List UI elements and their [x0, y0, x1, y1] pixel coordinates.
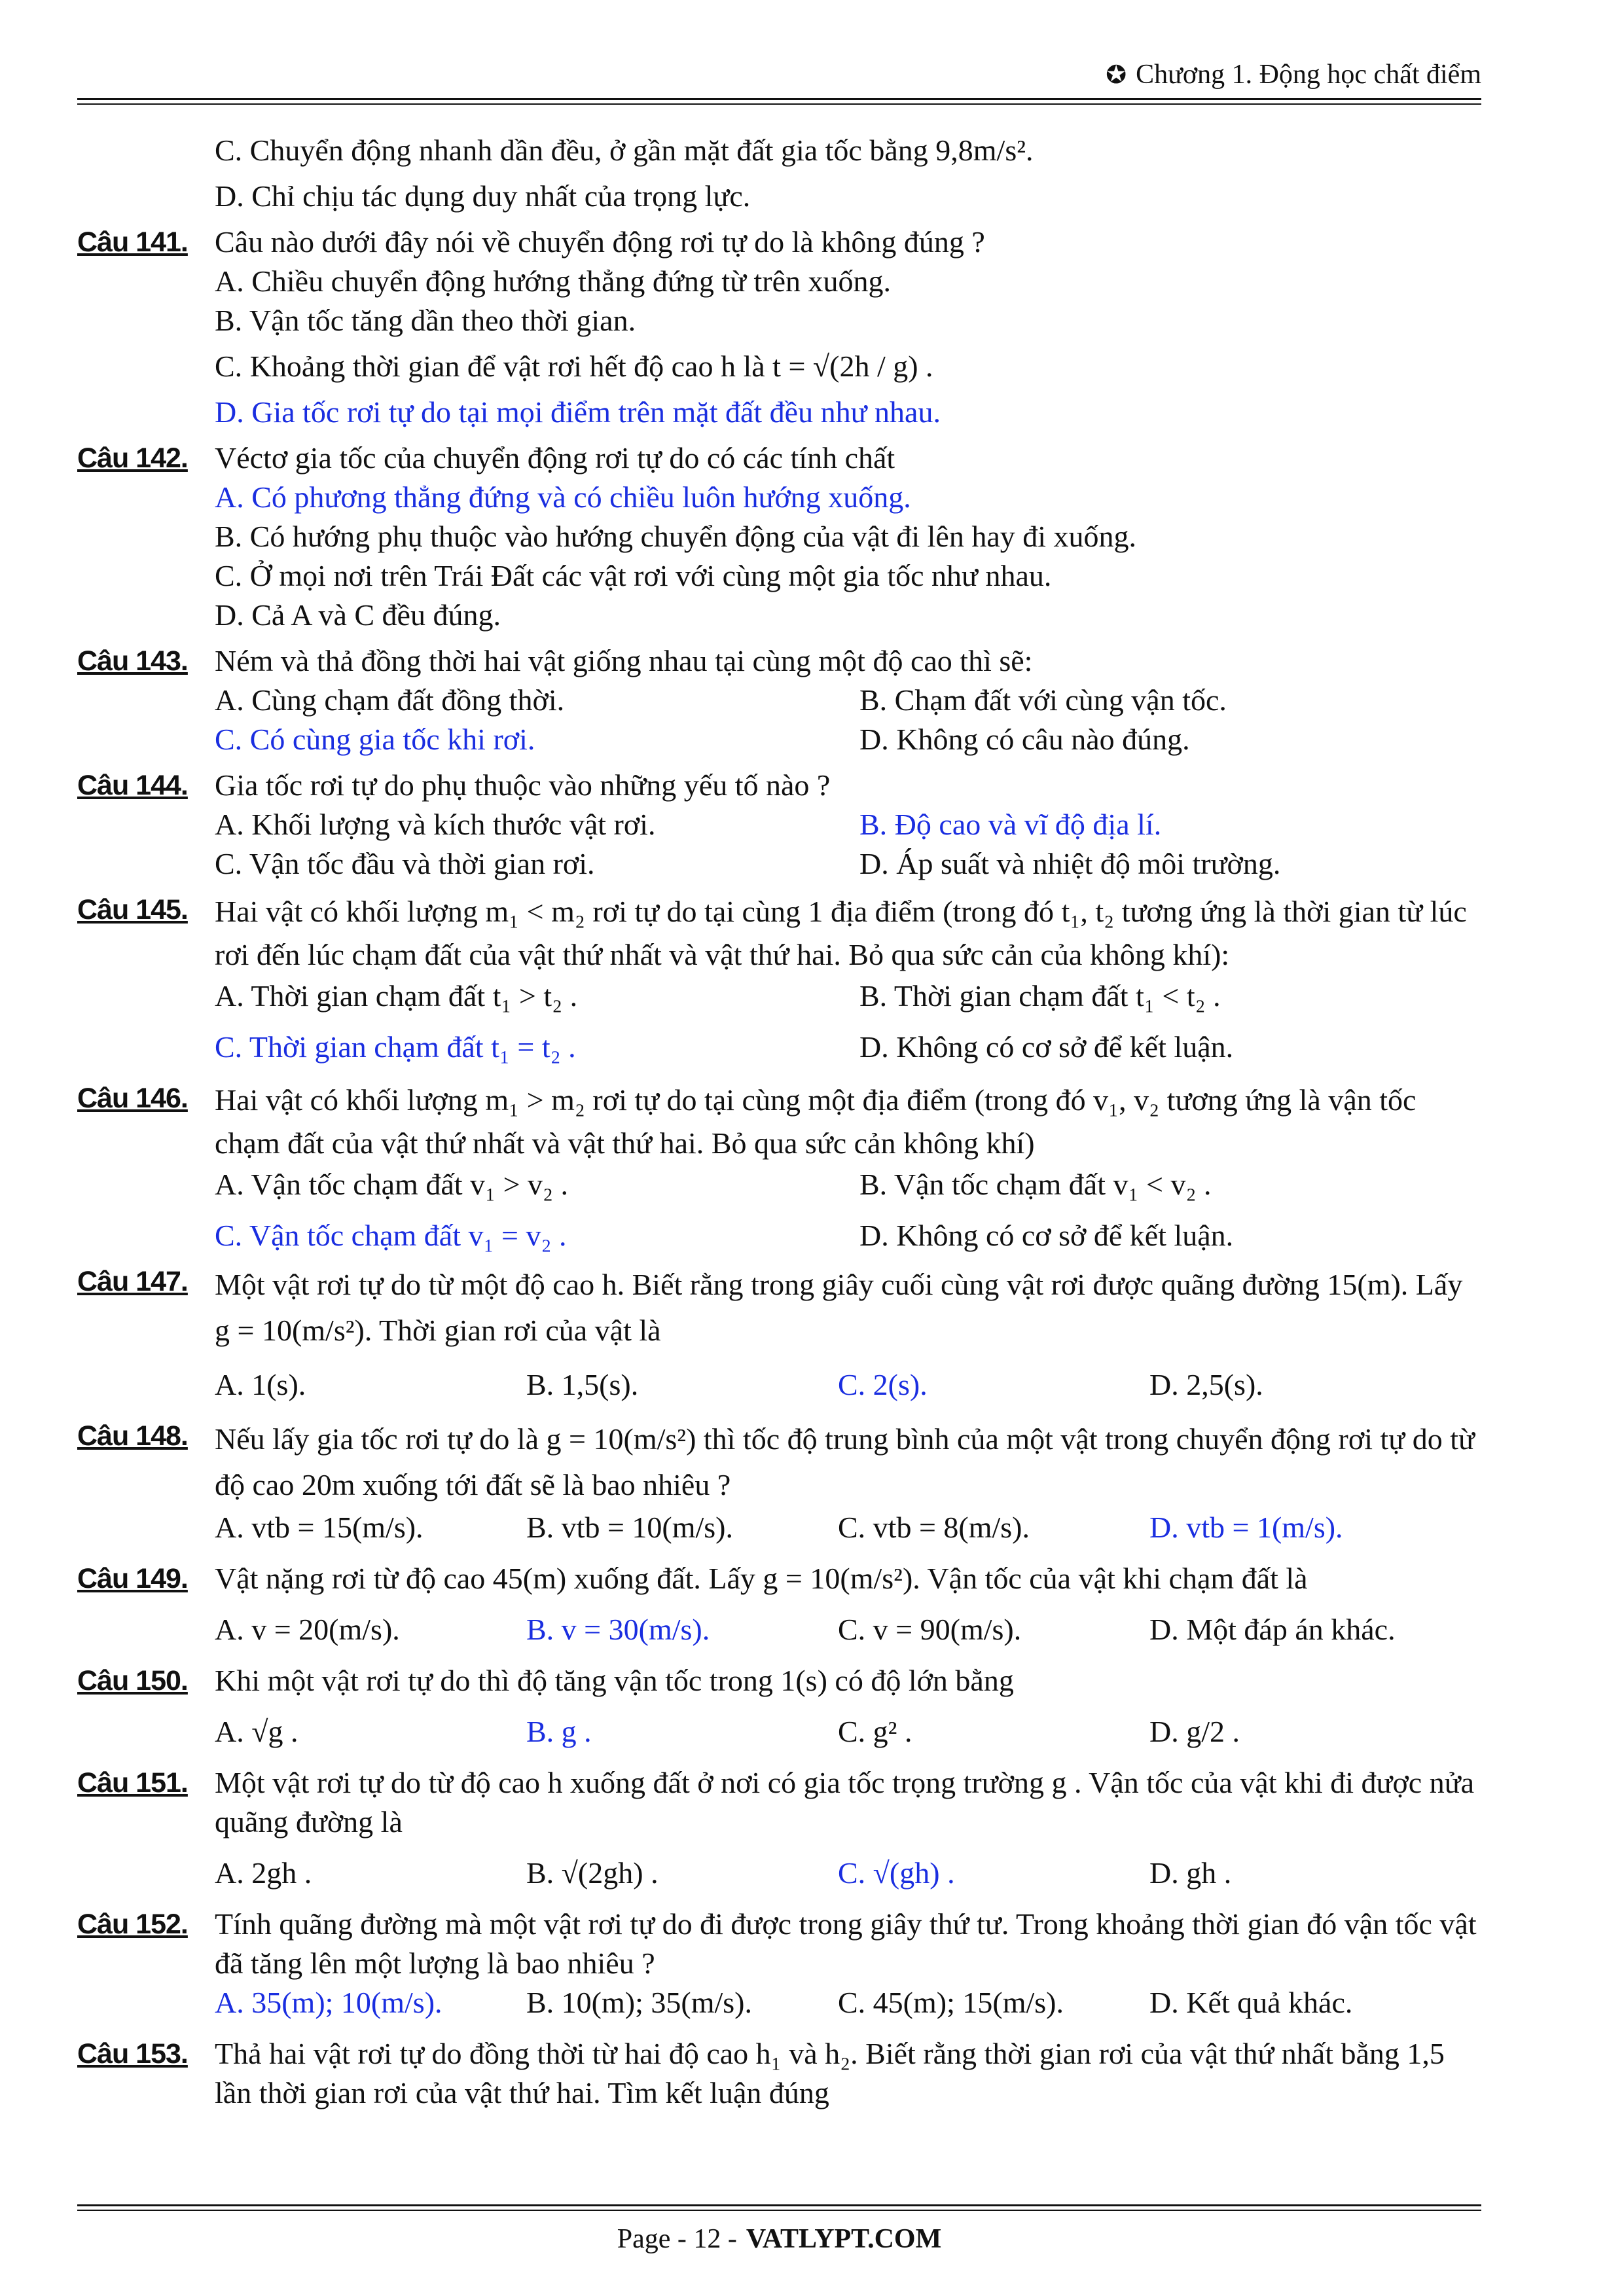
- question-146: [77, 1079, 1481, 1255]
- question-label: Câu 142.: [77, 442, 188, 474]
- option-d: D. 2,5(s).: [1149, 1368, 1263, 1401]
- option-a: A. Chiều chuyển động hướng thẳng đứng từ trên xuống.: [215, 264, 892, 298]
- option-c: C. Khoảng thời gian để vật rơi hết độ cao h là t = √(2h / g) .: [215, 350, 933, 383]
- question-label: Câu 146.: [77, 1083, 188, 1114]
- option-b: B. Vận tốc chạm đất v₁ < v₂ .: [859, 1168, 1212, 1201]
- chapter-title: Chương 1. Động học chất điểm: [1136, 60, 1481, 90]
- question-text: Khi một vật rơi tự do thì độ tăng vận tốc trong 1(s) có độ lớn bằng: [215, 1664, 1014, 1697]
- option-b-correct: B. Độ cao và vĩ độ địa lí.: [859, 808, 1162, 841]
- question-144: [77, 766, 1481, 884]
- option-a: A. 2gh .: [215, 1856, 312, 1890]
- question-label: Câu 147.: [77, 1266, 188, 1297]
- question-label: Câu 145.: [77, 894, 188, 925]
- option-a-correct: A. 35(m); 10(m/s).: [215, 1986, 442, 2019]
- option-a: A. Thời gian chạm đất t₁ > t₂ .: [215, 979, 578, 1013]
- option-d: D. Áp suất và nhiệt độ môi trường.: [859, 847, 1281, 880]
- question-label: Câu 141.: [77, 226, 188, 258]
- option-c: C. v = 90(m/s).: [838, 1613, 1022, 1646]
- site-name: VATLYPT.COM: [746, 2224, 942, 2254]
- option-d: D. Không có cơ sở để kết luận.: [859, 1219, 1234, 1252]
- option-a: A. Cùng chạm đất đồng thời.: [215, 683, 565, 717]
- option-c-correct: C. Có cùng gia tốc khi rơi.: [215, 723, 535, 756]
- option-c: C. vtb = 8(m/s).: [838, 1511, 1030, 1544]
- option-d-correct: D. vtb = 1(m/s).: [1149, 1511, 1343, 1544]
- question-list: [77, 131, 1481, 2113]
- question-text: Tính quãng đường mà một vật rơi tự do đi được trong giây thứ tư. Trong khoảng thời gian đó vận tốc vật đã tăng lên một lượng là bao nhiêu ?: [215, 1907, 1477, 1980]
- option-c: C. 45(m); 15(m/s).: [838, 1986, 1064, 2019]
- option-b: B. 1,5(s).: [526, 1368, 639, 1401]
- page-header: [77, 58, 1481, 92]
- question-145: [77, 890, 1481, 1067]
- question-text: Một vật rơi tự do từ một độ cao h. Biết rằng trong giây cuối cùng vật rơi được quãng đường 15(m). Lấy g = 10(m/s²). Thời gian rơi của vật là: [215, 1268, 1463, 1347]
- question-label: Câu 153.: [77, 2038, 188, 2070]
- footer-rule-top: [77, 2204, 1481, 2206]
- option-b: B. Chạm đất với cùng vận tốc.: [859, 683, 1227, 717]
- option-d: D. Cả A và C đều đúng.: [215, 598, 501, 632]
- question-label: Câu 152.: [77, 1909, 188, 1940]
- option-c-correct: C. Vận tốc chạm đất v₁ = v₂ .: [215, 1219, 567, 1252]
- option-b: B. 10(m); 35(m/s).: [526, 1986, 752, 2019]
- option-d-correct: D. Gia tốc rơi tự do tại mọi điểm trên mặt đất đều như nhau.: [215, 395, 941, 429]
- option-a: A. v = 20(m/s).: [215, 1613, 400, 1646]
- footer-rule-bottom: [77, 2210, 1481, 2211]
- page-number: Page - 12 -: [617, 2224, 737, 2254]
- question-label: Câu 151.: [77, 1767, 188, 1799]
- option-d: D. Một đáp án khác.: [1149, 1613, 1396, 1646]
- question-147: [77, 1262, 1481, 1405]
- question-text: Hai vật có khối lượng m₁ < m₂ rơi tự do tại cùng 1 địa điểm (trong đó t₁, t₂ tương ứng là thời gian từ lúc rơi đến lúc chạm đất của vật thứ nhất và vật thứ hai. Bỏ qua sức cản của không khí):: [215, 895, 1467, 971]
- star-circle-icon: ✪: [1106, 60, 1127, 89]
- question-148: [77, 1416, 1481, 1547]
- option-c-correct: C. √(gh) .: [838, 1856, 955, 1890]
- header-rule-bottom: [77, 103, 1481, 105]
- option-c: C. Ở mọi nơi trên Trái Đất các vật rơi với cùng một gia tốc như nhau.: [215, 559, 1052, 592]
- question-151: [77, 1763, 1481, 1893]
- option-d: D. Không có cơ sở để kết luận.: [859, 1030, 1234, 1064]
- option-b-correct: B. g .: [526, 1715, 592, 1748]
- question-text: Một vật rơi tự do từ độ cao h xuống đất ở nơi có gia tốc trọng trường g . Vận tốc của vật khi đi được nửa quãng đường là: [215, 1766, 1475, 1839]
- option-d: D. Chỉ chịu tác dụng duy nhất của trọng lực.: [215, 179, 751, 213]
- question-label: Câu 149.: [77, 1563, 188, 1594]
- header-rule-top: [77, 98, 1481, 100]
- option-c-correct: C. 2(s).: [838, 1368, 928, 1401]
- option-b: B. Vận tốc tăng dần theo thời gian.: [215, 304, 636, 337]
- question-text: Nếu lấy gia tốc rơi tự do là g = 10(m/s²) thì tốc độ trung bình của một vật trong chuyển động rơi tự do từ độ cao 20m xuống tới đất sẽ là bao nhiêu ?: [215, 1422, 1475, 1501]
- question-label: Câu 150.: [77, 1665, 188, 1696]
- question-text: Gia tốc rơi tự do phụ thuộc vào những yếu tố nào ?: [215, 768, 831, 802]
- option-b: B. Có hướng phụ thuộc vào hướng chuyển động của vật đi lên hay đi xuống.: [215, 520, 1137, 553]
- option-a: A. 1(s).: [215, 1368, 306, 1401]
- question-143: [77, 641, 1481, 759]
- question-text: Thả hai vật rơi tự do đồng thời từ hai độ cao h₁ và h₂. Biết rằng thời gian rơi của vật thứ nhất bằng 1,5 lần thời gian rơi của vật thứ hai. Tìm kết luận đúng: [215, 2037, 1445, 2109]
- question-label: Câu 143.: [77, 645, 188, 677]
- option-d: D. gh .: [1149, 1856, 1232, 1890]
- page-footer: [77, 2222, 1481, 2256]
- question-153: [77, 2034, 1481, 2113]
- question-text: Câu nào dưới đây nói về chuyển động rơi tự do là không đúng ?: [215, 225, 985, 259]
- option-a: A. √g .: [215, 1715, 298, 1748]
- option-c: C. g² .: [838, 1715, 912, 1748]
- option-b-correct: B. v = 30(m/s).: [526, 1613, 710, 1646]
- option-d: D. Không có câu nào đúng.: [859, 723, 1190, 756]
- option-b: B. Thời gian chạm đất t₁ < t₂ .: [859, 979, 1221, 1013]
- question-141: [77, 223, 1481, 432]
- option-a-correct: A. Có phương thẳng đứng và có chiều luôn hướng xuống.: [215, 480, 911, 514]
- option-d: D. Kết quả khác.: [1149, 1986, 1353, 2019]
- question-text: Hai vật có khối lượng m₁ > m₂ rơi tự do tại cùng một địa điểm (trong đó v₁, v₂ tương ứng là vận tốc chạm đất của vật thứ nhất và vật thứ hai. Bỏ qua sức cản không khí): [215, 1083, 1416, 1160]
- question-142: [77, 439, 1481, 635]
- question-152: [77, 1905, 1481, 2022]
- question-150: [77, 1661, 1481, 1751]
- option-b: B. √(2gh) .: [526, 1856, 659, 1890]
- question-text: Vật nặng rơi từ độ cao 45(m) xuống đất. Lấy g = 10(m/s²). Vận tốc của vật khi chạm đất là: [215, 1562, 1308, 1595]
- option-a: A. vtb = 15(m/s).: [215, 1511, 424, 1544]
- option-c: C. Vận tốc đầu và thời gian rơi.: [215, 847, 595, 880]
- question-label: Câu 148.: [77, 1420, 188, 1452]
- option-a: A. Khối lượng và kích thước vật rơi.: [215, 808, 656, 841]
- option-b: B. vtb = 10(m/s).: [526, 1511, 734, 1544]
- question-text: Véctơ gia tốc của chuyển động rơi tự do có các tính chất: [215, 441, 895, 475]
- question-text: Ném và thả đồng thời hai vật giống nhau tại cùng một độ cao thì sẽ:: [215, 644, 1033, 677]
- option-d: D. g/2 .: [1149, 1715, 1240, 1748]
- question-149: [77, 1559, 1481, 1649]
- option-a: A. Vận tốc chạm đất v₁ > v₂ .: [215, 1168, 569, 1201]
- option-c-correct: C. Thời gian chạm đất t₁ = t₂ .: [215, 1030, 576, 1064]
- question-label: Câu 144.: [77, 770, 188, 801]
- option-c: C. Chuyển động nhanh dần đều, ở gần mặt đất gia tốc bằng 9,8m/s².: [215, 134, 1034, 167]
